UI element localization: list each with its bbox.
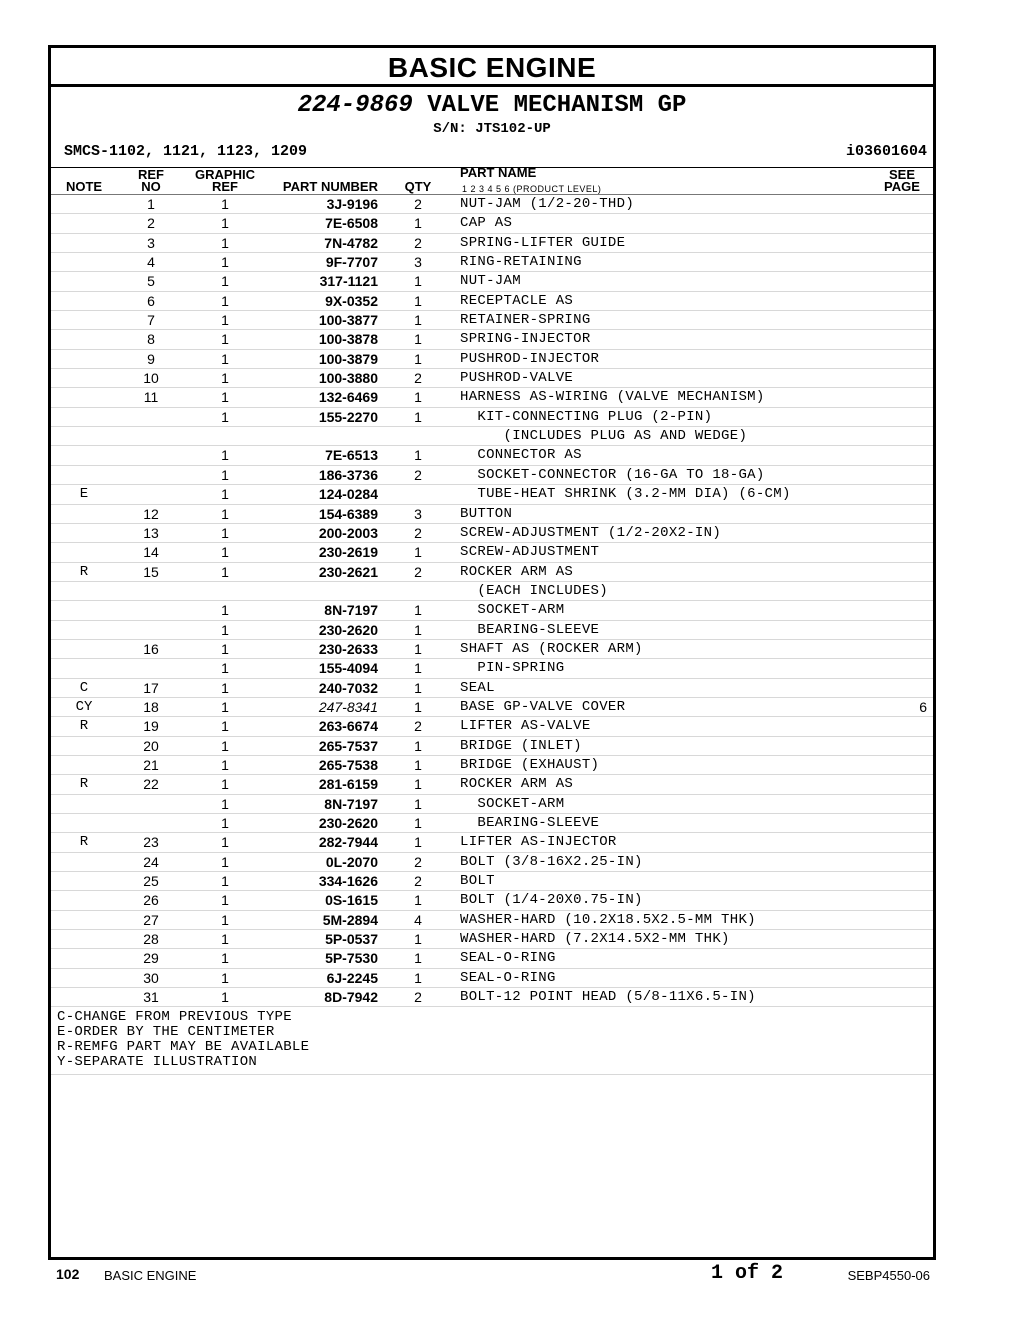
- row-qty: 1: [414, 698, 422, 715]
- row-part-name: BRIDGE (EXHAUST): [460, 756, 600, 773]
- table-row: [51, 659, 933, 678]
- row-part-name: BUTTON: [460, 505, 513, 522]
- table-row: [51, 679, 933, 698]
- row-graphic-ref: 1: [221, 660, 229, 677]
- row-qty: 4: [414, 911, 422, 928]
- row-ref-no: 23: [143, 834, 159, 851]
- table-row: [51, 311, 933, 330]
- row-part-number[interactable]: 132-6469: [318, 389, 378, 406]
- row-ref-no: 26: [143, 892, 159, 909]
- row-part-number[interactable]: 282-7944: [318, 834, 378, 851]
- row-part-name: SEAL: [460, 679, 495, 696]
- row-graphic-ref: 1: [221, 254, 229, 271]
- legend-note: E-ORDER BY THE CENTIMETER: [57, 1024, 275, 1041]
- header-part-number: PART NUMBER: [282, 179, 378, 194]
- row-qty: 2: [414, 466, 422, 483]
- row-part-name: SCREW-ADJUSTMENT: [460, 544, 600, 561]
- row-part-name: SPRING-INJECTOR: [460, 331, 591, 348]
- row-ref-no: 19: [143, 718, 159, 735]
- row-graphic-ref: 1: [221, 544, 229, 561]
- table-row: [51, 737, 933, 756]
- row-part-name: BOLT (1/4-20X0.75-IN): [460, 892, 643, 909]
- row-see-page[interactable]: 6: [919, 698, 927, 715]
- serial-range: S/N: JTS102-UP: [433, 121, 551, 137]
- row-qty: 1: [414, 408, 422, 425]
- row-part-name: (EACH INCLUDES): [460, 582, 608, 599]
- row-qty: 1: [414, 660, 422, 677]
- row-part-number[interactable]: 9X-0352: [325, 292, 378, 309]
- row-part-number[interactable]: 155-2270: [318, 408, 378, 425]
- row-note: R: [79, 718, 89, 735]
- row-ref-no: 29: [143, 950, 159, 967]
- row-graphic-ref: 1: [221, 234, 229, 251]
- row-ref-no: 6: [147, 292, 155, 309]
- header-note: NOTE: [65, 179, 103, 194]
- row-ref-no: 25: [143, 873, 159, 890]
- section-title: BASIC ENGINE: [51, 48, 933, 87]
- row-ref-no: 9: [147, 350, 155, 367]
- smcs-codes: SMCS-1102, 1121, 1123, 1209: [64, 143, 308, 160]
- row-part-name: WASHER-HARD (7.2X14.5X2-MM THK): [460, 931, 730, 948]
- row-graphic-ref: 1: [221, 911, 229, 928]
- column-header: [51, 165, 933, 195]
- footer-section: BASIC ENGINE: [104, 1268, 197, 1283]
- row-part-name: SOCKET-CONNECTOR (16-GA TO 18-GA): [460, 466, 765, 483]
- row-part-name: SCREW-ADJUSTMENT (1/2-20X2-IN): [460, 524, 722, 541]
- row-part-number[interactable]: 230-2619: [318, 544, 378, 561]
- parts-table: [51, 195, 933, 1007]
- row-part-number[interactable]: 265-7538: [318, 756, 378, 773]
- table-row: [51, 795, 933, 814]
- row-part-number[interactable]: 263-6674: [318, 718, 378, 735]
- row-qty: 2: [414, 563, 422, 580]
- row-qty: 1: [414, 312, 422, 329]
- row-ref-no: 14: [143, 544, 159, 561]
- row-qty: 1: [414, 621, 422, 638]
- row-note: C: [79, 679, 89, 696]
- table-row: [51, 949, 933, 968]
- group-header: [51, 87, 933, 137]
- row-graphic-ref: 1: [221, 873, 229, 890]
- row-graphic-ref: 1: [221, 273, 229, 290]
- header-product-levels: 1 2 3 4 5 6 (PRODUCT LEVEL): [462, 184, 602, 194]
- row-part-name: WASHER-HARD (10.2X18.5X2.5-MM THK): [460, 911, 756, 928]
- row-graphic-ref: 1: [221, 408, 229, 425]
- row-ref-no: 17: [143, 679, 159, 696]
- row-part-number[interactable]: 0L-2070: [325, 853, 378, 870]
- footer-page-count: 1 of 2: [711, 1262, 784, 1285]
- row-qty: 2: [414, 718, 422, 735]
- row-qty: 1: [414, 737, 422, 754]
- row-qty: 1: [414, 215, 422, 232]
- row-note: CY: [75, 698, 93, 715]
- row-ref-no: 5: [147, 273, 155, 290]
- row-part-name: BASE GP-VALVE COVER: [460, 698, 626, 715]
- row-part-name: PUSHROD-VALVE: [460, 370, 574, 387]
- table-row: [51, 640, 933, 659]
- table-row: [51, 930, 933, 949]
- row-graphic-ref: 1: [221, 640, 229, 657]
- row-part-name: SEAL-O-RING: [460, 969, 556, 986]
- row-qty: 1: [414, 273, 422, 290]
- row-part-name: BOLT (3/8-16X2.25-IN): [460, 853, 643, 870]
- row-qty: 1: [414, 756, 422, 773]
- row-ref-no: 28: [143, 931, 159, 948]
- row-graphic-ref: 1: [221, 563, 229, 580]
- header-ref-top: REF: [138, 167, 164, 182]
- row-qty: 2: [414, 873, 422, 890]
- row-part-name: NUT-JAM: [460, 273, 521, 290]
- table-row: [51, 369, 933, 388]
- group-name: VALVE MECHANISM GP: [427, 92, 687, 119]
- row-qty: 1: [414, 544, 422, 561]
- row-graphic-ref: 1: [221, 718, 229, 735]
- row-graphic-ref: 1: [221, 969, 229, 986]
- row-qty: 1: [414, 776, 422, 793]
- row-qty: 3: [414, 505, 422, 522]
- row-part-number[interactable]: 3J-9196: [326, 196, 378, 212]
- row-part-name: PIN-SPRING: [460, 660, 565, 677]
- row-part-number[interactable]: 317-1121: [319, 273, 378, 290]
- row-qty: 2: [414, 524, 422, 541]
- row-part-number[interactable]: 6J-2245: [326, 969, 378, 986]
- row-graphic-ref: 1: [221, 815, 229, 831]
- row-part-number[interactable]: 155-4094: [318, 660, 378, 677]
- row-part-name: SPRING-LIFTER GUIDE: [460, 234, 626, 251]
- row-part-name: RECEPTACLE AS: [460, 292, 574, 309]
- header-see-top: SEE: [888, 167, 915, 182]
- row-part-number[interactable]: 8D-7942: [324, 989, 378, 1006]
- row-graphic-ref: 1: [221, 795, 229, 812]
- row-part-number[interactable]: 230-2620: [318, 621, 378, 638]
- row-ref-no: 1: [147, 196, 155, 212]
- row-graphic-ref: 1: [221, 621, 229, 638]
- table-row: [51, 350, 933, 369]
- row-part-name: SHAFT AS (ROCKER ARM): [460, 640, 643, 657]
- row-part-number[interactable]: 7N-4782: [324, 234, 378, 251]
- row-part-number[interactable]: 230-2621: [318, 563, 378, 580]
- row-ref-no: 16: [143, 640, 159, 657]
- row-graphic-ref: 1: [221, 989, 229, 1006]
- row-qty: 2: [414, 853, 422, 870]
- row-graphic-ref: 1: [221, 466, 229, 483]
- row-graphic-ref: 1: [221, 215, 229, 232]
- row-part-number[interactable]: 334-1626: [318, 873, 378, 890]
- row-ref-no: 13: [143, 524, 159, 541]
- row-graphic-ref: 1: [221, 602, 229, 619]
- row-part-number[interactable]: 281-6159: [318, 776, 378, 793]
- row-graphic-ref: 1: [221, 853, 229, 870]
- row-graphic-ref: 1: [221, 350, 229, 367]
- header-ref-bottom: NO: [141, 179, 161, 194]
- row-part-number[interactable]: 200-2003: [318, 524, 378, 541]
- table-row: [51, 485, 933, 504]
- legend-note: Y-SEPARATE ILLUSTRATION: [57, 1054, 258, 1071]
- row-part-name: ROCKER ARM AS: [460, 776, 574, 793]
- row-graphic-ref: 1: [221, 756, 229, 773]
- row-ref-no: 7: [147, 312, 155, 329]
- illustration-id[interactable]: i03601604: [845, 143, 927, 160]
- table-row: [51, 466, 933, 485]
- row-graphic-ref: 1: [221, 892, 229, 909]
- header-part-name: PART NAME: [460, 165, 537, 180]
- row-qty: 2: [414, 234, 422, 251]
- row-graphic-ref: 1: [221, 486, 229, 503]
- row-ref-no: 27: [143, 911, 159, 928]
- row-part-number[interactable]: 100-3877: [318, 312, 378, 329]
- row-ref-no: 22: [143, 776, 159, 793]
- row-qty: 1: [414, 931, 422, 948]
- table-row: [51, 601, 933, 620]
- row-part-name: PUSHROD-INJECTOR: [460, 350, 600, 367]
- row-part-number[interactable]: 0S-1615: [325, 892, 378, 909]
- row-part-number[interactable]: 154-6389: [318, 505, 378, 522]
- table-row: [51, 969, 933, 988]
- row-part-number[interactable]: 124-0284: [318, 486, 378, 503]
- row-graphic-ref: 1: [221, 737, 229, 754]
- row-part-number[interactable]: 8N-7197: [324, 795, 378, 812]
- row-graphic-ref: 1: [221, 331, 229, 348]
- row-qty: 1: [414, 815, 422, 831]
- row-graphic-ref: 1: [221, 931, 229, 948]
- row-ref-no: 24: [143, 853, 159, 870]
- table-row: [51, 717, 933, 736]
- row-qty: 2: [414, 370, 422, 387]
- row-part-number[interactable]: 240-7032: [318, 679, 378, 696]
- row-part-number[interactable]: 100-3879: [318, 350, 378, 367]
- row-part-name: CAP AS: [460, 215, 513, 232]
- table-row: [51, 214, 933, 233]
- table-row: [51, 911, 933, 930]
- row-ref-no: 2: [147, 215, 155, 232]
- row-part-name: HARNESS AS-WIRING (VALVE MECHANISM): [460, 389, 765, 406]
- group-part-number[interactable]: 224-9869: [297, 92, 413, 119]
- row-qty: 1: [414, 834, 422, 851]
- page-footer: [56, 1262, 930, 1288]
- table-row: [51, 543, 933, 562]
- meta-row: [51, 137, 933, 168]
- row-part-number[interactable]: 230-2633: [318, 640, 378, 657]
- footer-page-number: 102: [56, 1266, 80, 1282]
- row-qty: 1: [414, 331, 422, 348]
- row-ref-no: 15: [143, 563, 159, 580]
- row-part-name: BEARING-SLEEVE: [460, 621, 600, 638]
- row-qty: 2: [414, 989, 422, 1006]
- row-part-number[interactable]: 9F-7707: [325, 254, 378, 271]
- legend-note: C-CHANGE FROM PREVIOUS TYPE: [57, 1009, 292, 1026]
- parts-page-frame: [48, 45, 936, 1260]
- row-part-number[interactable]: 5P-7530: [325, 950, 378, 967]
- row-graphic-ref: 1: [221, 776, 229, 793]
- row-part-name: SEAL-O-RING: [460, 950, 556, 967]
- table-row: [51, 814, 933, 833]
- row-ref-no: 20: [143, 737, 159, 754]
- row-part-number[interactable]: 230-2620: [318, 815, 378, 831]
- row-graphic-ref: 1: [221, 196, 229, 212]
- row-qty: 1: [414, 969, 422, 986]
- row-qty: 1: [414, 389, 422, 406]
- table-row: [51, 272, 933, 291]
- row-graphic-ref: 1: [221, 312, 229, 329]
- table-row: [51, 775, 933, 794]
- row-note: R: [79, 834, 89, 851]
- table-row: [51, 195, 933, 214]
- table-row: [51, 446, 933, 465]
- row-part-number[interactable]: 7E-6508: [325, 215, 378, 232]
- table-row: [51, 988, 933, 1007]
- table-row: [51, 563, 933, 582]
- row-graphic-ref: 1: [221, 292, 229, 309]
- row-part-name: CONNECTOR AS: [460, 447, 582, 464]
- row-ref-no: 31: [143, 989, 159, 1006]
- header-graphic-top: GRAPHIC: [195, 167, 255, 182]
- row-part-name: SOCKET-ARM: [460, 795, 565, 812]
- table-row: [51, 388, 933, 407]
- header-qty: QTY: [404, 179, 432, 194]
- row-part-name: RETAINER-SPRING: [460, 312, 591, 329]
- row-ref-no: 11: [143, 389, 159, 406]
- row-ref-no: 3: [147, 234, 155, 251]
- row-part-number[interactable]: 247-8341: [318, 698, 378, 715]
- notes-legend: [51, 1007, 933, 1075]
- row-ref-no: 18: [143, 698, 159, 715]
- row-part-name: SOCKET-ARM: [460, 602, 565, 619]
- row-graphic-ref: 1: [221, 389, 229, 406]
- table-row: [51, 621, 933, 640]
- row-graphic-ref: 1: [221, 950, 229, 967]
- table-row: [51, 756, 933, 775]
- row-qty: 1: [414, 892, 422, 909]
- table-row: [51, 582, 933, 601]
- table-row: [51, 853, 933, 872]
- row-ref-no: 8: [147, 331, 155, 348]
- row-part-name: BRIDGE (INLET): [460, 737, 582, 754]
- row-graphic-ref: 1: [221, 447, 229, 464]
- table-row: [51, 833, 933, 852]
- footer-document-number: SEBP4550-06: [847, 1268, 930, 1283]
- table-row: [51, 253, 933, 272]
- row-note: R: [79, 563, 89, 580]
- row-qty: 1: [414, 679, 422, 696]
- row-part-number[interactable]: 100-3880: [318, 370, 378, 387]
- row-ref-no: 21: [143, 756, 159, 773]
- row-part-name: TUBE-HEAT SHRINK (3.2-MM DIA) (6-CM): [460, 486, 791, 503]
- row-part-name: LIFTER AS-VALVE: [460, 718, 591, 735]
- row-part-name: RING-RETAINING: [460, 254, 582, 271]
- table-row: [51, 505, 933, 524]
- table-row: [51, 891, 933, 910]
- row-qty: 1: [414, 447, 422, 464]
- table-row: [51, 427, 933, 446]
- table-row: [51, 698, 933, 717]
- row-part-number[interactable]: 100-3878: [318, 331, 378, 348]
- table-row: [51, 524, 933, 543]
- row-part-number[interactable]: 5P-0537: [325, 931, 378, 948]
- row-part-number[interactable]: 8N-7197: [324, 602, 378, 619]
- row-part-name: BOLT: [460, 873, 495, 890]
- row-qty: 1: [414, 602, 422, 619]
- row-part-name: NUT-JAM (1/2-20-THD): [460, 196, 635, 212]
- row-part-number[interactable]: 265-7537: [318, 737, 378, 754]
- row-ref-no: 12: [143, 505, 159, 522]
- row-graphic-ref: 1: [221, 524, 229, 541]
- row-part-number[interactable]: 186-3736: [318, 466, 378, 483]
- row-part-name: ROCKER ARM AS: [460, 563, 574, 580]
- table-row: [51, 872, 933, 891]
- row-qty: 2: [414, 196, 422, 212]
- row-ref-no: 30: [143, 969, 159, 986]
- row-qty: 1: [414, 350, 422, 367]
- row-graphic-ref: 1: [221, 834, 229, 851]
- row-part-number[interactable]: 7E-6513: [325, 447, 378, 464]
- row-graphic-ref: 1: [221, 679, 229, 696]
- header-graphic-bottom: REF: [212, 179, 238, 194]
- row-part-name: BOLT-12 POINT HEAD (5/8-11X6.5-IN): [460, 989, 756, 1006]
- group-title: [51, 93, 933, 119]
- table-row: [51, 330, 933, 349]
- row-ref-no: 10: [143, 370, 159, 387]
- table-row: [51, 292, 933, 311]
- table-row: [51, 408, 933, 427]
- row-part-number[interactable]: 5M-2894: [322, 911, 378, 928]
- legend-note: R-REMFG PART MAY BE AVAILABLE: [57, 1039, 310, 1056]
- row-part-name: (INCLUDES PLUG AS AND WEDGE): [460, 428, 748, 445]
- row-graphic-ref: 1: [221, 505, 229, 522]
- row-graphic-ref: 1: [221, 370, 229, 387]
- header-see-bottom: PAGE: [884, 179, 920, 194]
- row-note: R: [79, 776, 89, 793]
- row-part-name: BEARING-SLEEVE: [460, 815, 600, 831]
- row-part-name: KIT-CONNECTING PLUG (2-PIN): [460, 408, 713, 425]
- row-qty: 1: [414, 640, 422, 657]
- row-qty: 3: [414, 254, 422, 271]
- row-qty: 1: [414, 795, 422, 812]
- row-note: E: [79, 486, 89, 503]
- row-part-name: LIFTER AS-INJECTOR: [460, 834, 617, 851]
- row-graphic-ref: 1: [221, 698, 229, 715]
- row-qty: 1: [414, 292, 422, 309]
- row-qty: 1: [414, 950, 422, 967]
- row-ref-no: 4: [147, 254, 155, 271]
- table-row: [51, 234, 933, 253]
